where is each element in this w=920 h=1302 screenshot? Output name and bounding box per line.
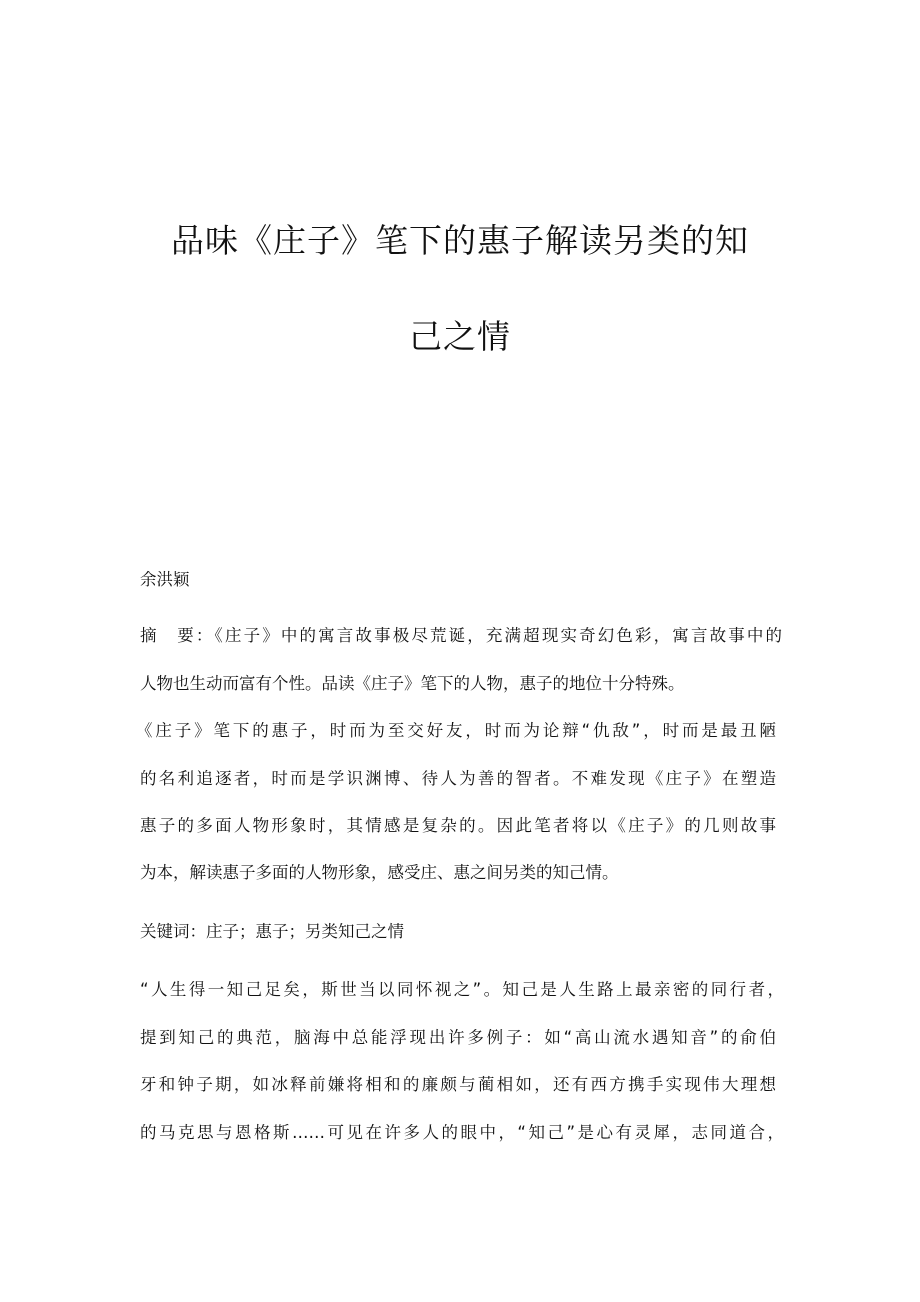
abstract-line: 《庄子》笔下的惠子，时而为至交好友，时而为论辩“仇敌”，时而是最丑陋 xyxy=(136,721,776,740)
abstract-line: 人物也生动而富有个性。品读《庄子》笔下的人物，惠子的地位十分特殊。 xyxy=(140,674,685,693)
abstract-line: 为本，解读惠子多面的人物形象，感受庄、惠之间另类的知己情。 xyxy=(140,863,619,882)
body-line: 提到知己的典范，脑海中总能浮现出许多例子：如“高山流水遇知音”的俞伯 xyxy=(140,1028,776,1047)
body-line: “人生得一知己足矣，斯世当以同怀视之”。知己是人生路上最亲密的同行者， xyxy=(140,980,784,999)
keywords: 关键词：庄子；惠子；另类知己之情 xyxy=(140,922,404,941)
abstract-line: 摘 要：《庄子》中的寓言故事极尽荒诞，充满超现实奇幻色彩，寓言故事中的 xyxy=(140,626,782,645)
title-line-2: 己之情 xyxy=(409,317,511,356)
body-line: 牙和钟子期，如冰释前嫌将相和的廉颇与蔺相如，还有西方携手实现伟大理想 xyxy=(140,1075,776,1094)
abstract-line: 的名利追逐者，时而是学识渊博、待人为善的智者。不难发现《庄子》在塑造 xyxy=(140,769,776,788)
author: 余洪颖 xyxy=(140,570,190,589)
title-line-1: 品味《庄子》笔下的惠子解读另类的知 xyxy=(171,221,749,260)
abstract-line: 惠子的多面人物形象时，其情感是复杂的。因此笔者将以《庄子》的几则故事 xyxy=(140,816,776,835)
body-line: 的马克思与恩格斯……可见在许多人的眼中，“知己”是心有灵犀，志同道合， xyxy=(140,1123,784,1142)
